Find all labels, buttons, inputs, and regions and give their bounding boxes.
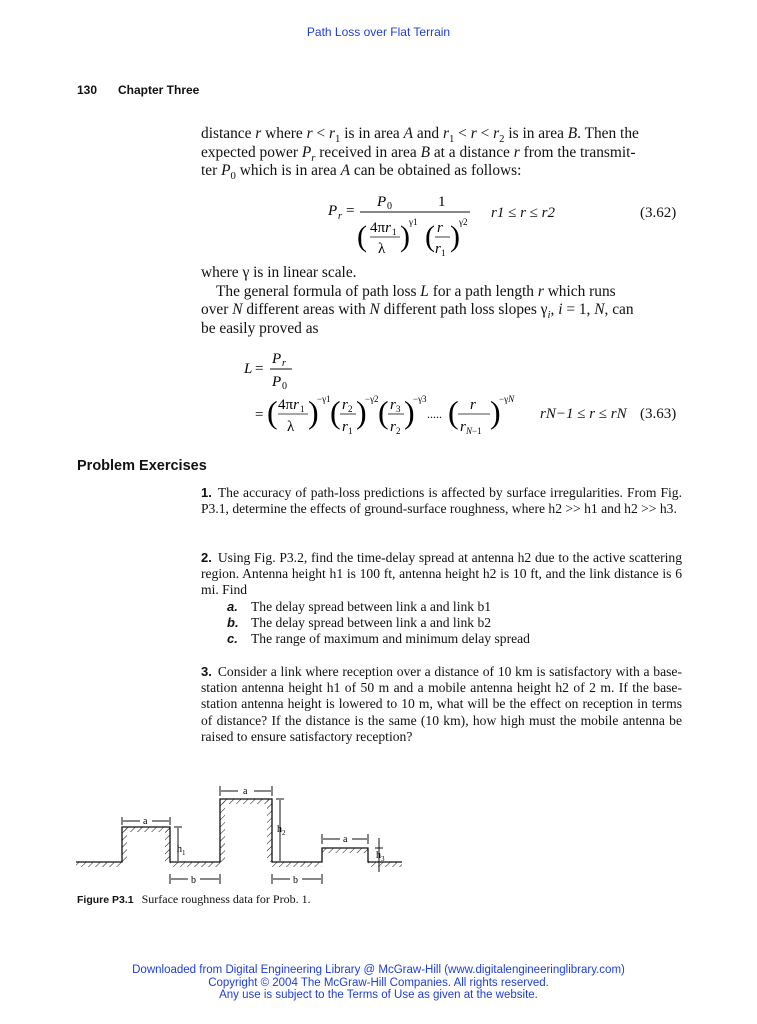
- running-title[interactable]: Path Loss over Flat Terrain: [306, 25, 451, 39]
- after-362-line-3: over N different areas with N different path loss slopes $\gamma_i$, i = 1, N, can: [201, 301, 634, 322]
- dim-label-a-left: a: [143, 816, 148, 827]
- page-number: 130: [77, 83, 98, 97]
- svg-text:(: (: [267, 394, 278, 430]
- chapter-title: Chapter Three: [118, 83, 200, 97]
- svg-text:λ: λ: [378, 241, 386, 257]
- svg-text:L: L: [244, 361, 253, 377]
- problems-heading: Problem Exercises: [77, 458, 207, 474]
- svg-text:): ): [308, 394, 319, 430]
- svg-text:(: (: [378, 394, 389, 430]
- dim-label-b-right: b: [293, 875, 298, 886]
- eq-3-62-condition-text: r1 ≤ r ≤ r2: [491, 205, 555, 221]
- svg-text:(: (: [357, 220, 367, 253]
- figure-p3-1-diagram: [76, 780, 406, 890]
- item-label: a.: [227, 598, 238, 614]
- svg-text:2: 2: [348, 404, 353, 414]
- svg-text:r: r: [470, 397, 476, 413]
- problem-3-text: Consider a link where reception over a distance of 10 km is satisfactory with a base-station antenna height h1 of 50 m and a mobile antenna height h2 of 2 m. If the base-station antenna height is lowered to 10 m, what will be the effect on reception in terms of distance? If the distance is the same (10 km), how high must the mobile antenna be raised to ensure satisfactory reception?: [201, 664, 682, 744]
- svg-text:λ: λ: [287, 419, 295, 435]
- figure-label: Figure P3.1: [77, 894, 134, 906]
- svg-text:r: r: [282, 358, 286, 369]
- equation-3-62: [320, 188, 490, 258]
- after-362-line-1: where γ is in linear scale.: [201, 264, 357, 281]
- equation-3-63: [240, 345, 540, 440]
- eq-3-63-number: (3.63): [640, 406, 677, 422]
- item-text: The range of maximum and minimum delay spread: [251, 631, 530, 647]
- footer[interactable]: [0, 964, 757, 1002]
- svg-text:2: 2: [396, 426, 401, 436]
- svg-text:1: 1: [441, 248, 446, 258]
- svg-text:−γ2: −γ2: [365, 394, 379, 404]
- svg-text:γ2: γ2: [459, 217, 468, 227]
- svg-text:=: =: [346, 203, 355, 219]
- problem-3-number: 3.: [201, 664, 212, 679]
- footer-line-1[interactable]: Downloaded from Digital Engineering Library @ McGraw-Hill (www.digitalengineeringlibrary.com): [132, 964, 625, 976]
- svg-text:): ): [400, 220, 410, 253]
- svg-text:(: (: [448, 394, 459, 430]
- item-text: The delay spread between link a and link b2: [251, 614, 492, 630]
- after-362-line-4: be easily proved as: [201, 319, 319, 337]
- item-text: The delay spread between link a and link b1: [251, 598, 492, 614]
- svg-text:−γ3: −γ3: [413, 394, 427, 404]
- svg-text:P: P: [272, 351, 282, 367]
- eq-3-63-condition-text: rN−1 ≤ r ≤ rN: [540, 406, 627, 422]
- svg-text:P: P: [377, 194, 387, 210]
- intro-line-3: ter $P_0$ which is in area A can be obtained as follows:: [201, 162, 522, 183]
- svg-text:=: =: [255, 407, 264, 423]
- svg-text:(: (: [330, 394, 341, 430]
- item-label: b.: [227, 614, 239, 630]
- svg-text:4πr: 4πr: [278, 397, 299, 413]
- dim-label-h1: $h_1$: [177, 844, 186, 857]
- problem-1-text: The accuracy of path-loss predictions is affected by surface irregularities. From Fig. P3.1, determine the effects of ground-surface roughness, where h2 >> h1 and h2 >> h3.: [201, 485, 682, 517]
- svg-text:r: r: [338, 211, 342, 222]
- problem-1-number: 1.: [201, 485, 212, 500]
- svg-text:r: r: [342, 397, 348, 413]
- svg-text:γ1: γ1: [409, 217, 418, 227]
- eq-3-63-condition: [540, 406, 627, 423]
- svg-text:0: 0: [387, 201, 392, 212]
- problem-1: [201, 485, 682, 517]
- svg-text:−γN: −γN: [499, 394, 515, 404]
- svg-text:1: 1: [438, 194, 446, 210]
- svg-text:1: 1: [348, 426, 353, 436]
- svg-text:4πr: 4πr: [370, 220, 391, 236]
- problem-2: [201, 550, 682, 647]
- intro-paragraph: [201, 125, 682, 181]
- svg-text:r: r: [460, 419, 466, 435]
- eq-3-62-number: (3.62): [640, 205, 677, 221]
- svg-text:.....: .....: [427, 407, 442, 421]
- svg-text:1: 1: [392, 227, 397, 237]
- problem-2-item-a: [201, 599, 682, 615]
- figure-caption: [77, 892, 311, 907]
- intro-line-2: expected power $P_r$ received in area B at a distance r from the transmit-: [201, 143, 636, 164]
- footer-line-2[interactable]: Copyright © 2004 The McGraw-Hill Companies. All rights reserved.: [208, 976, 549, 989]
- svg-text:): ): [450, 220, 460, 253]
- svg-text:0: 0: [282, 381, 287, 392]
- svg-text:r: r: [437, 220, 443, 236]
- svg-text:r: r: [390, 397, 396, 413]
- after-362-line-2: The general formula of path loss L for a path length r which runs: [216, 282, 616, 300]
- problem-2-number: 2.: [201, 550, 212, 565]
- svg-text:r: r: [342, 419, 348, 435]
- svg-text:r: r: [390, 419, 396, 435]
- svg-text:(: (: [425, 220, 435, 253]
- svg-text:P: P: [328, 203, 338, 219]
- svg-text:N−1: N−1: [466, 426, 482, 436]
- problem-2-item-b: [201, 615, 682, 631]
- svg-text:−γ1: −γ1: [317, 394, 331, 404]
- dim-label-a-right: a: [343, 834, 348, 845]
- svg-text:): ): [490, 394, 501, 430]
- svg-text:=: =: [255, 361, 264, 377]
- problem-2-item-c: [201, 631, 682, 647]
- svg-text:3: 3: [396, 404, 401, 414]
- svg-text:P: P: [272, 374, 282, 390]
- dim-label-h2: $h_2$: [277, 824, 286, 837]
- item-label: c.: [227, 631, 238, 647]
- dim-label-h3: $h_3$: [376, 850, 385, 863]
- eq-3-62-condition: [491, 205, 555, 222]
- problem-2-text: Using Fig. P3.2, find the time-delay spread at antenna h2 due to the active scattering region. Antenna height h1 is 100 ft, antenna height h2 is 10 ft, and the link distance is 6 mi. Find: [201, 550, 682, 598]
- svg-text:1: 1: [300, 404, 305, 414]
- dim-label-a-top: a: [243, 786, 248, 797]
- intro-line-1: distance r where $r < r_1$ is in area A and $r_1 < r < r_2$ is in area B. Then the: [201, 125, 639, 146]
- figure-caption-text: Surface roughness data for Prob. 1.: [141, 892, 311, 906]
- problem-3: [201, 664, 682, 745]
- svg-text:r: r: [435, 241, 441, 257]
- footer-line-3[interactable]: Any use is subject to the Terms of Use as given at the website.: [219, 989, 538, 1001]
- after-362-paragraph: [201, 264, 682, 338]
- svg-text:): ): [404, 394, 415, 430]
- svg-text:): ): [356, 394, 367, 430]
- dim-label-b-left: b: [191, 875, 196, 886]
